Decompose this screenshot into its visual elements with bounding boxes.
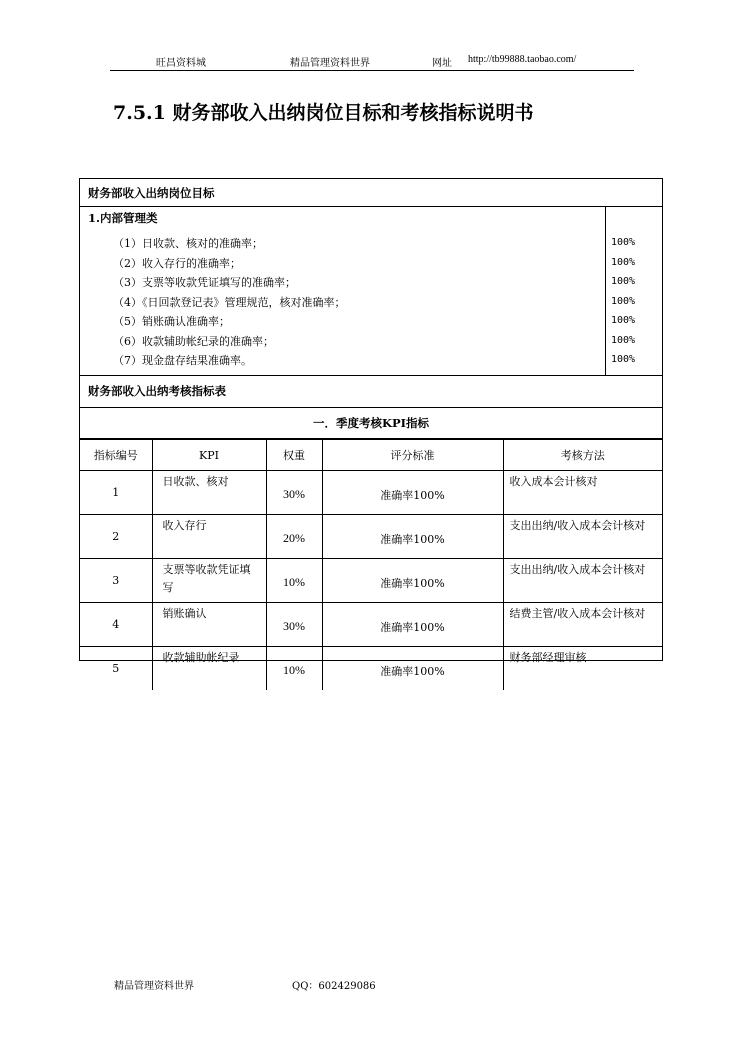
goal-value: 100% [611,335,636,346]
kpi-name: 支票等收款凭证填写 [152,559,266,603]
kpi-weight: 20% [266,515,322,559]
table-row [80,647,662,691]
page-title: 7.5.1 财务部收入出纳岗位目标和考核指标说明书 [113,102,534,124]
kpi-standard: 准确率100% [322,603,503,647]
kpi-method: 支出出纳/收入成本会计核对 [503,559,662,603]
kpi-standard: 准确率100% [322,515,503,559]
col-header-weight: 权重 [266,440,322,471]
kpi-method: 财务部经理审核 [503,647,662,691]
goal-item: （3）支票等收款凭证填写的准确率； [113,276,296,289]
kpi-num: 3 [80,559,152,603]
kpi-weight: 30% [266,471,322,515]
kpi-name: 销账确认 [152,603,266,647]
kpi-standard: 准确率100% [322,559,503,603]
kpi-method: 结费主管/收入成本会计核对 [503,603,662,647]
kpi-header-row [80,440,662,471]
kpi-weight: 10% [266,559,322,603]
goal-value: 100% [611,257,636,268]
kpi-table [80,439,662,690]
goal-item: （6）收款辅助帐纪录的准确率； [113,335,274,348]
kpi-name: 收款辅助帐纪录 [152,647,266,691]
kpi-name: 日收款、核对 [152,471,266,515]
kpi-method: 收入成本会计核对 [503,471,662,515]
kpi-section [79,375,663,678]
header-world-name: 精品管理资料世界 [290,58,370,69]
goal-value: 100% [611,276,636,287]
kpi-num: 5 [80,647,152,691]
page-header [110,54,634,71]
goals-section [79,178,663,376]
kpi-standard: 准确率100% [322,647,503,691]
quarter-kpi-title: 一．季度考核KPI指标 [80,407,662,439]
footer-qq: QQ：602429086 [292,981,376,992]
goals-body [80,207,662,375]
goals-heading: 财务部收入出纳岗位目标 [80,179,662,207]
goal-value: 100% [611,315,636,326]
goal-item: （1）日收款、核对的准确率； [113,237,263,250]
kpi-num: 4 [80,603,152,647]
kpi-name: 收入存行 [152,515,266,559]
kpi-standard: 准确率100% [322,471,503,515]
footer-name: 精品管理资料世界 [114,981,194,992]
col-header-standard: 评分标准 [322,440,503,471]
header-site-label: 网址 [432,58,452,69]
goal-value: 100% [611,354,636,365]
col-header-kpi: KPI [152,440,266,471]
goals-divider [605,207,606,375]
goal-item: （7）现金盘存结果准确率。 [113,354,252,367]
col-header-method: 考核方法 [503,440,662,471]
table-row [80,515,662,559]
kpi-num: 1 [80,471,152,515]
goal-item: （2）收入存行的准确率； [113,257,241,270]
kpi-weight: 30% [266,603,322,647]
table-row [80,603,662,647]
col-header-num: 指标编号 [80,440,152,471]
goals-category: 1.内部管理类 [88,211,158,225]
kpi-weight: 10% [266,647,322,691]
header-shop-name: 旺昌资料城 [156,58,206,69]
table-row [80,559,662,603]
table-row [80,471,662,515]
kpi-method: 支出出纳/收入成本会计核对 [503,515,662,559]
goal-value: 100% [611,296,636,307]
goal-value: 100% [611,237,636,248]
goal-item: （5）销账确认准确率； [113,315,230,328]
kpi-heading: 财务部收入出纳考核指标表 [88,384,226,398]
goal-item: （4）《日回款登记表》管理规范，核对准确率； [113,296,346,309]
kpi-num: 2 [80,515,152,559]
header-url-link[interactable]: http://tb99888.taobao.com/ [468,54,577,65]
